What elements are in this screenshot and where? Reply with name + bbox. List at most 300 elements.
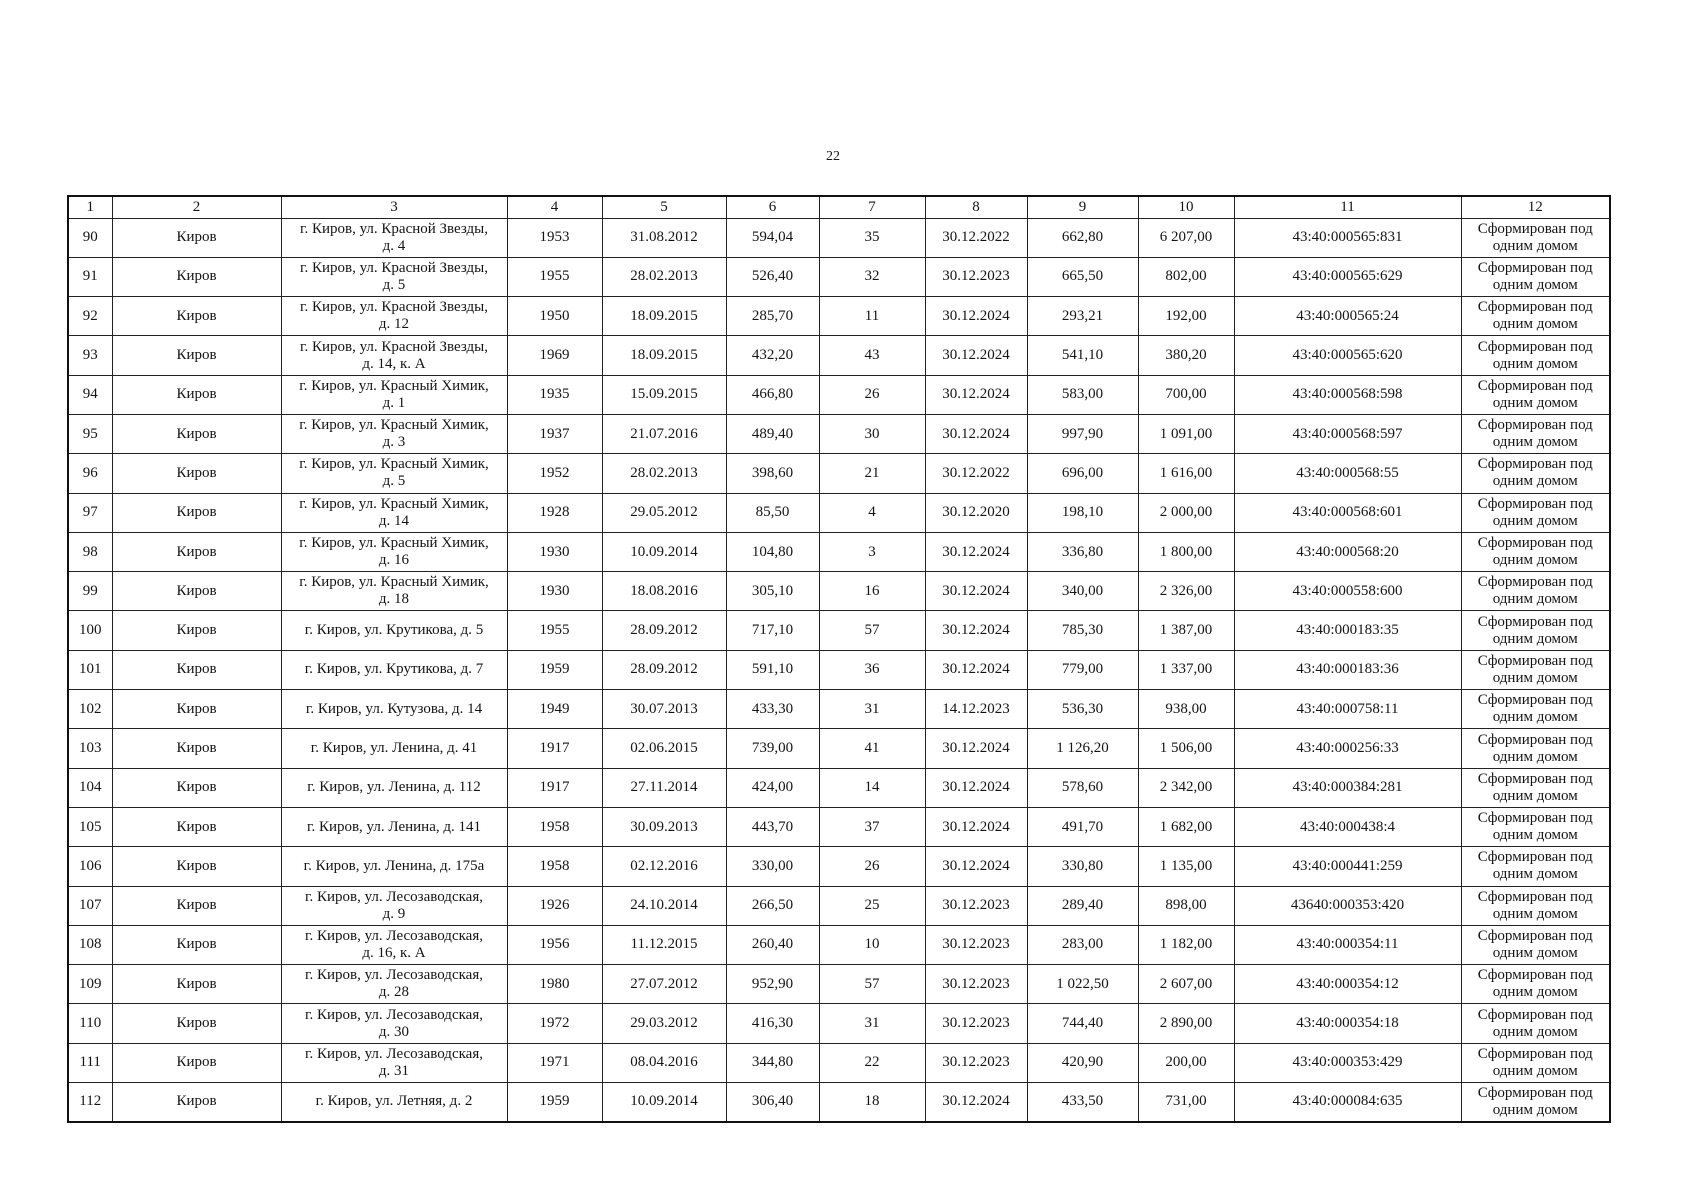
cell-col-9: 665,50 xyxy=(1027,257,1138,296)
cell-col-3 xyxy=(281,690,507,729)
cell-col-11: 43:40:000568:55 xyxy=(1234,454,1461,493)
cell-col-4: 1950 xyxy=(507,297,602,336)
cell-col-12 xyxy=(1461,768,1610,807)
cell-col-9: 1 022,50 xyxy=(1027,965,1138,1004)
cell-col-4: 1949 xyxy=(507,690,602,729)
cell-col-8: 14.12.2023 xyxy=(925,690,1027,729)
cell-col-4: 1955 xyxy=(507,257,602,296)
cell-col-12 xyxy=(1461,611,1610,650)
cell-col-5: 02.06.2015 xyxy=(602,729,726,768)
cell-col-11: 43:40:000565:831 xyxy=(1234,218,1461,257)
cell-line: д. 18 xyxy=(378,591,410,608)
cell-col-8: 30.12.2023 xyxy=(925,257,1027,296)
cell-line: одним домом xyxy=(1492,1023,1578,1040)
cell-col-3 xyxy=(281,925,507,964)
cell-col-1: 107 xyxy=(68,886,112,925)
cell-col-6: 433,30 xyxy=(726,690,819,729)
cell-col-5: 15.09.2015 xyxy=(602,375,726,414)
cell-col-4: 1930 xyxy=(507,572,602,611)
cell-col-10: 1 506,00 xyxy=(1138,729,1234,768)
table-row xyxy=(68,925,1610,964)
cell-line: одним домом xyxy=(1492,1101,1578,1118)
cell-line: Сформирован под xyxy=(1477,574,1593,591)
table-row xyxy=(68,1083,1610,1122)
cell-col-7: 22 xyxy=(819,1043,925,1082)
cell-col-11: 43:40:000565:629 xyxy=(1234,257,1461,296)
cell-col-9: 283,00 xyxy=(1027,925,1138,964)
cell-col-4: 1969 xyxy=(507,336,602,375)
cell-col-11: 43:40:000441:259 xyxy=(1234,847,1461,886)
cell-col-2: Киров xyxy=(112,493,281,532)
cell-line: г. Киров, ул. Красной Звезды, xyxy=(300,299,488,316)
cell-col-7: 18 xyxy=(819,1083,925,1122)
cell-col-10: 1 616,00 xyxy=(1138,454,1234,493)
cell-col-11: 43:40:000758:11 xyxy=(1234,690,1461,729)
cell-col-12 xyxy=(1461,336,1610,375)
cell-col-9: 198,10 xyxy=(1027,493,1138,532)
cell-col-9: 289,40 xyxy=(1027,886,1138,925)
cell-col-9: 330,80 xyxy=(1027,847,1138,886)
cell-col-6: 266,50 xyxy=(726,886,819,925)
cell-line: г. Киров, ул. Лесозаводская, xyxy=(305,1006,483,1023)
cell-line: г. Киров, ул. Кутузова, д. 14 xyxy=(305,700,483,717)
cell-line: одним домом xyxy=(1492,827,1578,844)
cell-col-11: 43:40:000568:20 xyxy=(1234,532,1461,571)
table-row xyxy=(68,532,1610,571)
cell-line: д. 14 xyxy=(378,512,410,529)
cell-col-1: 92 xyxy=(68,297,112,336)
cell-line: Сформирован под xyxy=(1477,1006,1593,1023)
cell-col-4: 1955 xyxy=(507,611,602,650)
cell-line: Сформирован под xyxy=(1477,456,1593,473)
cell-col-3 xyxy=(281,1083,507,1122)
cell-line: г. Киров, ул. Ленина, д. 175а xyxy=(303,857,485,874)
cell-col-5: 29.05.2012 xyxy=(602,493,726,532)
cell-line: д. 16 xyxy=(378,552,410,569)
cell-line: д. 28 xyxy=(378,984,410,1001)
cell-line: одним домом xyxy=(1492,866,1578,883)
cell-line: д. 14, к. А xyxy=(362,355,426,372)
cell-col-5: 30.07.2013 xyxy=(602,690,726,729)
cell-line: одним домом xyxy=(1492,944,1578,961)
cell-col-2: Киров xyxy=(112,375,281,414)
cell-col-6: 432,20 xyxy=(726,336,819,375)
cell-col-3 xyxy=(281,807,507,846)
cell-col-1: 96 xyxy=(68,454,112,493)
cell-line: одним домом xyxy=(1492,748,1578,765)
cell-col-12 xyxy=(1461,257,1610,296)
column-header-6: 6 xyxy=(726,196,819,218)
cell-line: одним домом xyxy=(1492,512,1578,529)
cell-col-8: 30.12.2023 xyxy=(925,925,1027,964)
table-row xyxy=(68,297,1610,336)
column-header-2: 2 xyxy=(112,196,281,218)
cell-line: д. 4 xyxy=(382,237,406,254)
cell-col-1: 103 xyxy=(68,729,112,768)
cell-col-7: 10 xyxy=(819,925,925,964)
cell-line: г. Киров, ул. Красный Химик, xyxy=(299,417,489,434)
cell-line: г. Киров, ул. Красный Химик, xyxy=(299,535,489,552)
cell-col-2: Киров xyxy=(112,414,281,453)
cell-line: д. 3 xyxy=(382,434,406,451)
table-row xyxy=(68,257,1610,296)
cell-col-4: 1958 xyxy=(507,847,602,886)
cell-col-11: 43:40:000183:35 xyxy=(1234,611,1461,650)
column-header-9: 9 xyxy=(1027,196,1138,218)
cell-col-7: 35 xyxy=(819,218,925,257)
cell-col-2: Киров xyxy=(112,218,281,257)
cell-col-12 xyxy=(1461,1083,1610,1122)
cell-line: г. Киров, ул. Лесозаводская, xyxy=(305,1045,483,1062)
table-row xyxy=(68,886,1610,925)
cell-col-12 xyxy=(1461,375,1610,414)
table-row xyxy=(68,454,1610,493)
cell-col-3 xyxy=(281,454,507,493)
table-row xyxy=(68,572,1610,611)
cell-col-9: 1 126,20 xyxy=(1027,729,1138,768)
cell-line: одним домом xyxy=(1492,984,1578,1001)
column-header-11: 11 xyxy=(1234,196,1461,218)
column-header-4: 4 xyxy=(507,196,602,218)
cell-line: Сформирован под xyxy=(1477,731,1593,748)
cell-col-10: 6 207,00 xyxy=(1138,218,1234,257)
cell-col-11: 43:40:000183:36 xyxy=(1234,650,1461,689)
cell-col-12 xyxy=(1461,965,1610,1004)
cell-col-5: 08.04.2016 xyxy=(602,1043,726,1082)
cell-col-6: 594,04 xyxy=(726,218,819,257)
cell-col-10: 192,00 xyxy=(1138,297,1234,336)
cell-col-7: 31 xyxy=(819,1004,925,1043)
cell-col-5: 10.09.2014 xyxy=(602,532,726,571)
cell-col-1: 106 xyxy=(68,847,112,886)
cell-col-9: 491,70 xyxy=(1027,807,1138,846)
table-row xyxy=(68,1004,1610,1043)
cell-line: д. 5 xyxy=(382,276,406,293)
cell-col-9: 744,40 xyxy=(1027,1004,1138,1043)
cell-col-4: 1930 xyxy=(507,532,602,571)
table-body xyxy=(68,218,1610,1122)
cell-col-5: 21.07.2016 xyxy=(602,414,726,453)
column-header-1: 1 xyxy=(68,196,112,218)
cell-col-6: 260,40 xyxy=(726,925,819,964)
cell-line: Сформирован под xyxy=(1477,299,1593,316)
cell-col-3 xyxy=(281,1043,507,1082)
cell-col-1: 104 xyxy=(68,768,112,807)
cell-line: Сформирован под xyxy=(1477,259,1593,276)
cell-col-3 xyxy=(281,336,507,375)
cell-line: д. 9 xyxy=(382,905,406,922)
cell-col-6: 717,10 xyxy=(726,611,819,650)
cell-col-10: 1 091,00 xyxy=(1138,414,1234,453)
cell-line: Сформирован под xyxy=(1477,417,1593,434)
table-row xyxy=(68,611,1610,650)
cell-col-7: 30 xyxy=(819,414,925,453)
table-row xyxy=(68,965,1610,1004)
cell-line: одним домом xyxy=(1492,434,1578,451)
table-row xyxy=(68,336,1610,375)
cell-col-4: 1935 xyxy=(507,375,602,414)
cell-col-10: 802,00 xyxy=(1138,257,1234,296)
cell-col-1: 94 xyxy=(68,375,112,414)
cell-col-5: 18.09.2015 xyxy=(602,336,726,375)
cell-col-1: 112 xyxy=(68,1083,112,1122)
cell-line: Сформирован под xyxy=(1477,1045,1593,1062)
cell-col-10: 1 182,00 xyxy=(1138,925,1234,964)
table-row xyxy=(68,768,1610,807)
cell-col-11: 43:40:000565:24 xyxy=(1234,297,1461,336)
cell-line: Сформирован под xyxy=(1477,535,1593,552)
cell-col-8: 30.12.2023 xyxy=(925,1043,1027,1082)
cell-col-4: 1971 xyxy=(507,1043,602,1082)
cell-col-7: 14 xyxy=(819,768,925,807)
cell-line: Сформирован под xyxy=(1477,692,1593,709)
cell-line: Сформирован под xyxy=(1477,849,1593,866)
cell-col-1: 98 xyxy=(68,532,112,571)
cell-col-10: 938,00 xyxy=(1138,690,1234,729)
cell-col-12 xyxy=(1461,532,1610,571)
header-row xyxy=(68,196,1610,218)
cell-col-9: 696,00 xyxy=(1027,454,1138,493)
table-row xyxy=(68,847,1610,886)
cell-col-9: 541,10 xyxy=(1027,336,1138,375)
cell-col-5: 18.09.2015 xyxy=(602,297,726,336)
cell-col-6: 591,10 xyxy=(726,650,819,689)
cell-col-12 xyxy=(1461,807,1610,846)
table-header xyxy=(68,196,1610,218)
cell-line: одним домом xyxy=(1492,552,1578,569)
cell-col-5: 28.02.2013 xyxy=(602,257,726,296)
cell-col-4: 1959 xyxy=(507,1083,602,1122)
cell-col-9: 340,00 xyxy=(1027,572,1138,611)
cell-col-7: 43 xyxy=(819,336,925,375)
cell-col-2: Киров xyxy=(112,1043,281,1082)
cell-col-7: 41 xyxy=(819,729,925,768)
cell-line: Сформирован под xyxy=(1477,220,1593,237)
cell-col-4: 1953 xyxy=(507,218,602,257)
cell-col-8: 30.12.2024 xyxy=(925,297,1027,336)
cell-col-3 xyxy=(281,847,507,886)
cell-col-5: 28.02.2013 xyxy=(602,454,726,493)
cell-col-8: 30.12.2023 xyxy=(925,965,1027,1004)
cell-col-4: 1980 xyxy=(507,965,602,1004)
column-header-7: 7 xyxy=(819,196,925,218)
cell-col-10: 2 326,00 xyxy=(1138,572,1234,611)
cell-col-10: 2 000,00 xyxy=(1138,493,1234,532)
cell-col-5: 29.03.2012 xyxy=(602,1004,726,1043)
cell-line: Сформирован под xyxy=(1477,652,1593,669)
cell-col-12 xyxy=(1461,690,1610,729)
cell-col-3 xyxy=(281,375,507,414)
cell-col-2: Киров xyxy=(112,572,281,611)
cell-line: д. 16, к. А xyxy=(362,944,426,961)
table-row xyxy=(68,729,1610,768)
cell-col-1: 91 xyxy=(68,257,112,296)
cell-col-1: 105 xyxy=(68,807,112,846)
cell-col-4: 1917 xyxy=(507,729,602,768)
cell-line: Сформирован под xyxy=(1477,495,1593,512)
cell-col-3 xyxy=(281,886,507,925)
cell-col-9: 662,80 xyxy=(1027,218,1138,257)
cell-col-1: 101 xyxy=(68,650,112,689)
cell-col-8: 30.12.2024 xyxy=(925,572,1027,611)
cell-col-4: 1917 xyxy=(507,768,602,807)
cell-col-3 xyxy=(281,493,507,532)
cell-col-5: 27.07.2012 xyxy=(602,965,726,1004)
cell-col-11: 43:40:000438:4 xyxy=(1234,807,1461,846)
cell-col-7: 26 xyxy=(819,375,925,414)
cell-col-12 xyxy=(1461,729,1610,768)
table-row xyxy=(68,493,1610,532)
cell-col-1: 100 xyxy=(68,611,112,650)
column-header-12: 12 xyxy=(1461,196,1610,218)
cell-col-11: 43:40:000256:33 xyxy=(1234,729,1461,768)
cell-col-2: Киров xyxy=(112,925,281,964)
cell-col-8: 30.12.2024 xyxy=(925,768,1027,807)
cell-col-8: 30.12.2024 xyxy=(925,414,1027,453)
cell-col-2: Киров xyxy=(112,690,281,729)
cell-col-9: 293,21 xyxy=(1027,297,1138,336)
cell-col-2: Киров xyxy=(112,1004,281,1043)
cell-col-12 xyxy=(1461,650,1610,689)
cell-col-8: 30.12.2022 xyxy=(925,454,1027,493)
cell-col-10: 731,00 xyxy=(1138,1083,1234,1122)
cell-line: одним домом xyxy=(1492,276,1578,293)
cell-col-7: 37 xyxy=(819,807,925,846)
cell-col-10: 2 607,00 xyxy=(1138,965,1234,1004)
cell-col-7: 57 xyxy=(819,611,925,650)
cell-line: одним домом xyxy=(1492,709,1578,726)
cell-col-3 xyxy=(281,611,507,650)
cell-col-11: 43640:000353:420 xyxy=(1234,886,1461,925)
cell-col-2: Киров xyxy=(112,768,281,807)
cell-col-4: 1972 xyxy=(507,1004,602,1043)
cell-line: Сформирован под xyxy=(1477,927,1593,944)
column-header-5: 5 xyxy=(602,196,726,218)
cell-col-7: 11 xyxy=(819,297,925,336)
cell-col-6: 285,70 xyxy=(726,297,819,336)
cell-col-7: 57 xyxy=(819,965,925,1004)
cell-col-3 xyxy=(281,414,507,453)
cell-col-11: 43:40:000354:18 xyxy=(1234,1004,1461,1043)
cell-col-9: 336,80 xyxy=(1027,532,1138,571)
cell-col-5: 27.11.2014 xyxy=(602,768,726,807)
cell-line: г. Киров, ул. Ленина, д. 41 xyxy=(310,740,478,756)
cell-col-8: 30.12.2024 xyxy=(925,375,1027,414)
table-row xyxy=(68,807,1610,846)
cell-line: г. Киров, ул. Красный Химик, xyxy=(299,456,489,473)
cell-col-12 xyxy=(1461,454,1610,493)
cell-col-9: 420,90 xyxy=(1027,1043,1138,1082)
cell-col-8: 30.12.2022 xyxy=(925,218,1027,257)
table-row xyxy=(68,650,1610,689)
cell-line: Сформирован под xyxy=(1477,377,1593,394)
cell-col-3 xyxy=(281,572,507,611)
cell-col-1: 108 xyxy=(68,925,112,964)
cell-col-1: 102 xyxy=(68,690,112,729)
cell-col-11: 43:40:000558:600 xyxy=(1234,572,1461,611)
cell-line: одним домом xyxy=(1492,355,1578,372)
cell-col-6: 424,00 xyxy=(726,768,819,807)
cell-col-6: 330,00 xyxy=(726,847,819,886)
cell-col-9: 433,50 xyxy=(1027,1083,1138,1122)
cell-col-6: 739,00 xyxy=(726,729,819,768)
cell-line: Сформирован под xyxy=(1477,770,1593,787)
cell-col-7: 36 xyxy=(819,650,925,689)
cell-col-4: 1958 xyxy=(507,807,602,846)
cell-col-11: 43:40:000354:12 xyxy=(1234,965,1461,1004)
column-header-8: 8 xyxy=(925,196,1027,218)
cell-col-6: 416,30 xyxy=(726,1004,819,1043)
cell-col-3 xyxy=(281,729,507,768)
cell-col-10: 200,00 xyxy=(1138,1043,1234,1082)
cell-col-6: 489,40 xyxy=(726,414,819,453)
cell-col-8: 30.12.2020 xyxy=(925,493,1027,532)
cell-col-1: 97 xyxy=(68,493,112,532)
cell-col-12 xyxy=(1461,925,1610,964)
cell-col-4: 1952 xyxy=(507,454,602,493)
cell-line: одним домом xyxy=(1492,394,1578,411)
cell-col-7: 3 xyxy=(819,532,925,571)
cell-line: д. 5 xyxy=(382,473,406,490)
cell-col-8: 30.12.2024 xyxy=(925,611,1027,650)
cell-line: одним домом xyxy=(1492,669,1578,686)
cell-col-5: 18.08.2016 xyxy=(602,572,726,611)
cell-col-10: 1 800,00 xyxy=(1138,532,1234,571)
cell-col-10: 1 387,00 xyxy=(1138,611,1234,650)
cell-line: одним домом xyxy=(1492,787,1578,804)
cell-col-4: 1937 xyxy=(507,414,602,453)
cell-line: д. 31 xyxy=(378,1062,410,1079)
cell-col-1: 95 xyxy=(68,414,112,453)
cell-col-2: Киров xyxy=(112,847,281,886)
cell-col-11: 43:40:000568:601 xyxy=(1234,493,1461,532)
cell-col-8: 30.12.2024 xyxy=(925,847,1027,886)
cell-line: г. Киров, ул. Красный Химик, xyxy=(299,574,489,591)
cell-col-7: 25 xyxy=(819,886,925,925)
cell-col-12 xyxy=(1461,493,1610,532)
cell-col-8: 30.12.2024 xyxy=(925,807,1027,846)
cell-col-3 xyxy=(281,532,507,571)
cell-col-8: 30.12.2024 xyxy=(925,336,1027,375)
cell-col-5: 30.09.2013 xyxy=(602,807,726,846)
cell-col-7: 21 xyxy=(819,454,925,493)
cell-col-12 xyxy=(1461,414,1610,453)
cell-col-12 xyxy=(1461,1043,1610,1082)
cell-col-10: 2 342,00 xyxy=(1138,768,1234,807)
cell-col-12 xyxy=(1461,572,1610,611)
cell-col-5: 10.09.2014 xyxy=(602,1083,726,1122)
cell-line: г. Киров, ул. Летняя, д. 2 xyxy=(315,1093,473,1110)
cell-col-8: 30.12.2024 xyxy=(925,532,1027,571)
column-header-3: 3 xyxy=(281,196,507,218)
cell-line: г. Киров, ул. Ленина, д. 141 xyxy=(306,818,481,835)
cell-line: д. 30 xyxy=(378,1023,410,1040)
cell-col-2: Киров xyxy=(112,532,281,571)
cell-col-2: Киров xyxy=(112,886,281,925)
cell-col-8: 30.12.2024 xyxy=(925,650,1027,689)
cell-col-7: 26 xyxy=(819,847,925,886)
cell-col-12 xyxy=(1461,1004,1610,1043)
cell-col-1: 99 xyxy=(68,572,112,611)
cell-col-3 xyxy=(281,650,507,689)
cell-col-9: 583,00 xyxy=(1027,375,1138,414)
cell-col-5: 28.09.2012 xyxy=(602,650,726,689)
cell-col-8: 30.12.2023 xyxy=(925,886,1027,925)
cell-col-12 xyxy=(1461,886,1610,925)
cell-col-5: 28.09.2012 xyxy=(602,611,726,650)
cell-col-10: 700,00 xyxy=(1138,375,1234,414)
cell-col-5: 31.08.2012 xyxy=(602,218,726,257)
